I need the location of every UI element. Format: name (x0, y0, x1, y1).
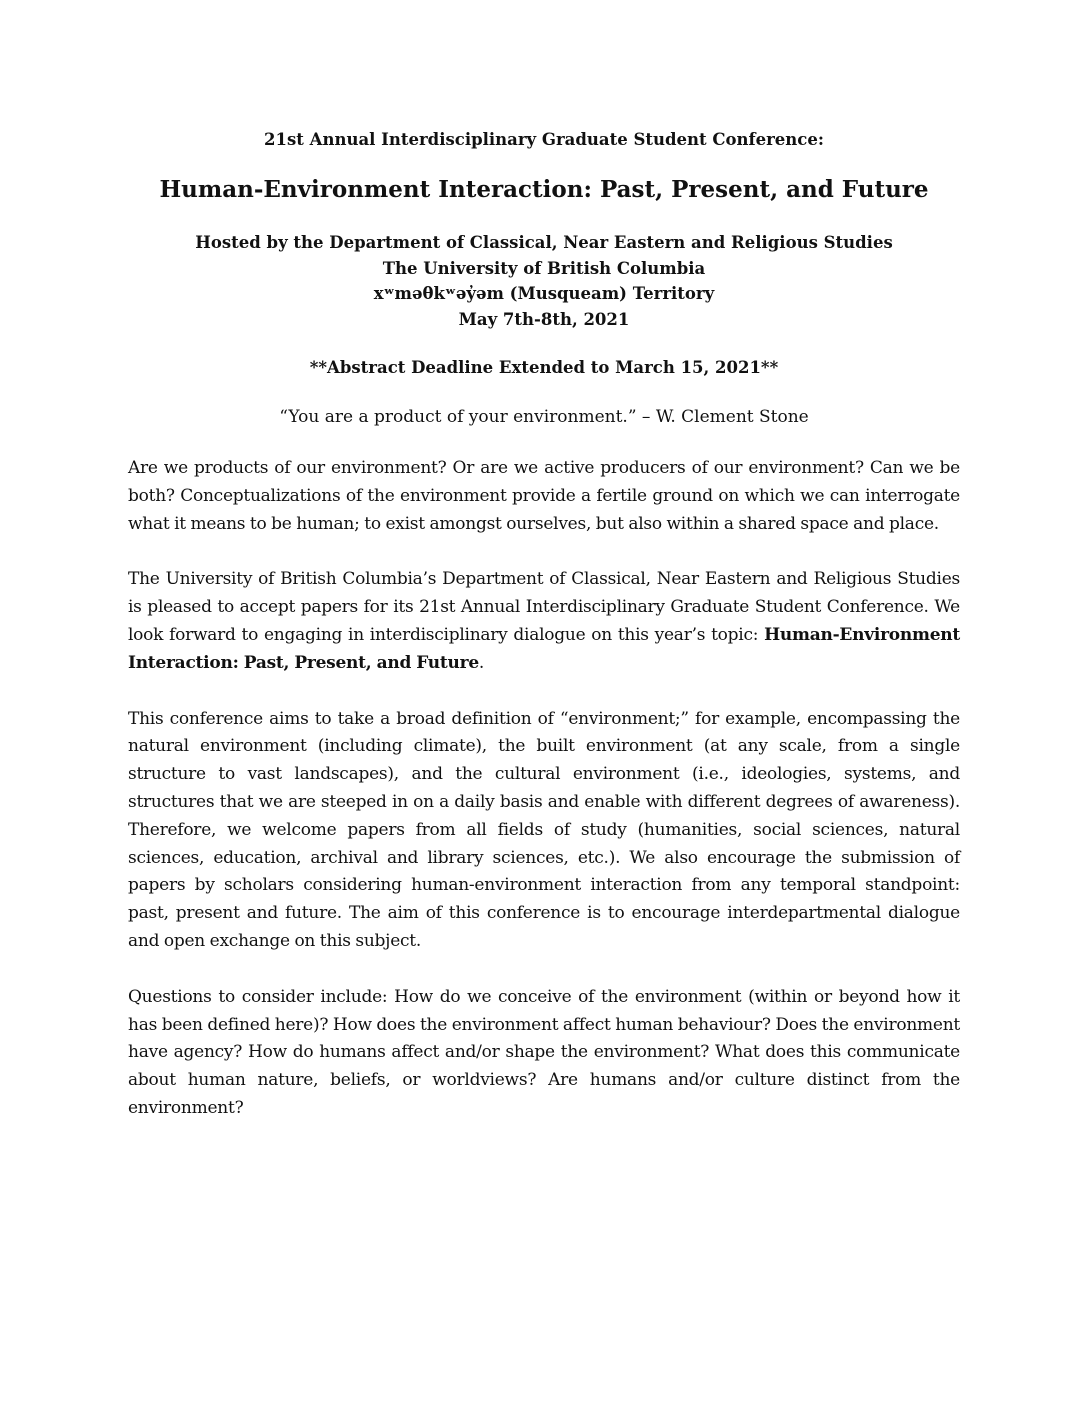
host-department: Hosted by the Department of Classical, Near Eastern and Religious Studies (195, 233, 893, 252)
conference-title: Human-Environment Interaction: Past, Present, and Future (159, 176, 929, 203)
conference-topic: Human-Environment Interaction: Past, Present, and Future (128, 624, 960, 673)
call-text: The University of British Columbia’s Department of Classical, Near Eastern and Religious Studies is pleased to accept papers for its 21st Annual Interdisciplinary Graduate Student Conference. We look forward to engaging in interdisciplinary dialogue on this year’s topic: (128, 569, 960, 645)
conference-dates: May 7th-8th, 2021 (458, 309, 630, 329)
call-text-end: . (478, 652, 485, 673)
header-block (128, 128, 960, 431)
paragraph-call-for-papers (128, 566, 960, 677)
host-university: The University of British Columbia (382, 258, 706, 278)
document-page (128, 128, 960, 1151)
paragraph-scope: This conference aims to take a broad definition of “environment;” for example, encompassing the natural environment (including climate), the built environment (at any scale, from a single structure to vast landscapes), and the cultural environment (i.e., ideologies, systems, and structures that we are steeped in on a daily basis and enable with different degrees of awareness). Therefore, we welcome papers from all fields of study (humanities, social sciences, natural sciences, education, archival and library sciences, etc.). We also encourage the submission of papers by scholars considering human-environment interaction from any temporal standpoint: past, present and future. The aim of this conference is to encourage interdepartmental dialogue and open exchange on this subject. (128, 708, 960, 951)
conference-kicker: 21st Annual Interdisciplinary Graduate Student Conference: (264, 130, 824, 149)
abstract-deadline: **Abstract Deadline Extended to March 15, 2021** (309, 358, 779, 377)
host-territory: xʷməθkʷəy̓əm (Musqueam) Territory (373, 284, 715, 303)
paragraph-questions: Questions to consider include: How do we conceive of the environment (within or beyond how it has been defined here)? How does the environment affect human behaviour? Does the environment have agency? How do humans affect and/or shape the environment? What does this communicate about human nature, beliefs, or worldviews? Are humans and/or culture distinct from the environment? (128, 986, 960, 1118)
paragraph-intro: Are we products of our environment? Or are we active producers of our environment? Can we be both? Conceptualizations of the environment provide a fertile ground on which we can interrogate what it means to be human; to exist amongst ourselves, but also within a shared space and place. (128, 458, 960, 534)
host-info (128, 230, 960, 332)
epigraph-quote: “You are a product of your environment.” – W. Clement Stone (279, 407, 809, 427)
